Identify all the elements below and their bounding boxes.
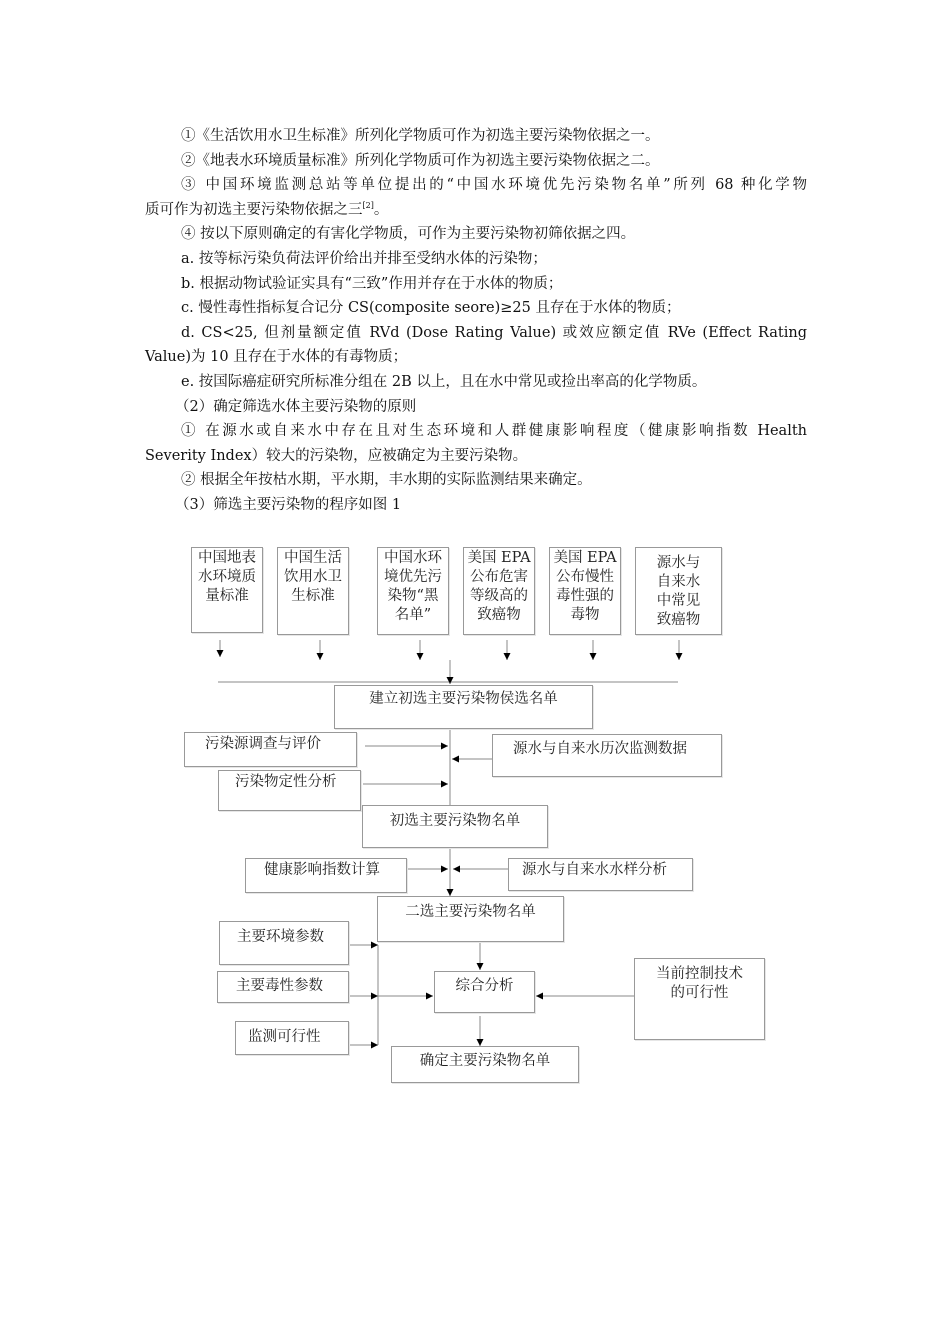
list-item-d-line2: Value)为 10 且存在于水体的有毒物质； xyxy=(145,349,408,366)
source-6-line1: 源水与 xyxy=(656,555,701,571)
source-1-line2: 水环境质 xyxy=(198,569,256,585)
source-2-line2: 饮用水卫 xyxy=(284,569,342,585)
principle-1-line1: ① 在源水或自来水中存在且对生态环境和人群健康影响程度（健康影响指数 Health xyxy=(181,423,807,440)
health-index-box: 健康影响指数计算 xyxy=(245,858,407,893)
source-1-line3: 量标准 xyxy=(205,588,249,604)
source-4-line2: 公布危害 xyxy=(470,569,528,585)
source-6-line3: 中常见 xyxy=(656,593,701,609)
source-box-epa-toxins xyxy=(549,547,621,635)
source-3-line2: 境优先污 xyxy=(384,569,442,585)
source-5-line1: 美国 EPA xyxy=(553,550,617,566)
paragraph-criterion-4: ④ 按以下原则确定的有害化学物质，可作为主要污染物初筛依据之四。 xyxy=(181,226,636,243)
toxicity-params-box: 主要毒性参数 xyxy=(217,971,349,1003)
source-box-surface-water xyxy=(191,547,263,633)
control-tech-line2: 的可行性 xyxy=(670,985,729,1001)
paragraph-criterion-1: ①《生活饮用水卫生标准》所列化学物质可作为初选主要污染物依据之一。 xyxy=(181,128,660,144)
monitoring-feasibility-box: 监测可行性 xyxy=(235,1021,349,1055)
source-5-line3: 毒性强的 xyxy=(556,588,614,604)
source-3-line1: 中国水环 xyxy=(384,550,442,566)
source-3-line3: 染物“黑 xyxy=(387,588,439,604)
source-6-line4: 致癌物 xyxy=(656,612,701,628)
secondary-list-box: 二选主要污染物名单 xyxy=(377,896,564,942)
list-item-d-line1: d. CS<25, 但剂量额定值 RVd (Dose Rating Value) 或效应额定值 RVe (Effect Rating xyxy=(181,324,807,341)
source-6-line2: 自来水 xyxy=(656,574,701,590)
source-3-line4: 名单” xyxy=(394,607,432,623)
principle-1-line2: Severity Index）较大的污染物，应被确定为主要污染物。 xyxy=(145,447,528,464)
source-4-line4: 致癌物 xyxy=(477,607,521,623)
control-tech-line1: 当前控制技术 xyxy=(656,966,743,982)
source-5-line4: 毒物 xyxy=(570,607,600,623)
list-item-e: e. 按国际癌症研究所标准分组在 2B 以上，且在水中常见或捡出率高的化学物质。 xyxy=(181,373,707,390)
paragraph-criterion-2: ②《地表水环境质量标准》所列化学物质可作为初选主要污染物依据之二。 xyxy=(181,152,660,169)
candidate-list-box: 建立初选主要污染物侯选名单 xyxy=(334,685,593,729)
paragraph-criterion-3-line1: ③ 中国环境监测总站等单位提出的“中国水环境优先污染物名单”所列 68 种化学物 xyxy=(181,177,807,194)
section-heading-2: （2）确定筛选水体主要污染物的原则 xyxy=(175,398,417,415)
source-1-line1: 中国地表 xyxy=(198,550,256,566)
list-item-b: b. 根据动物试验证实具有“三致”作用并存在于水体的物质； xyxy=(181,275,563,292)
source-box-drinking-water xyxy=(277,547,349,635)
qualitative-analysis-box: 污染物定性分析 xyxy=(218,770,361,811)
source-2-line3: 生标准 xyxy=(291,588,335,604)
env-params-box: 主要环境参数 xyxy=(219,921,349,965)
criterion-3-text: 质可作为初选主要污染物依据之三 xyxy=(145,201,363,218)
source-5-line2: 公布慢性 xyxy=(556,569,614,585)
citation-ref: [2] xyxy=(362,200,374,210)
principle-2: ② 根据全年按枯水期，平水期，丰水期的实际监测结果来确定。 xyxy=(181,472,592,489)
pollution-survey-box: 污染源调查与评价 xyxy=(184,732,357,767)
source-box-blacklist xyxy=(377,547,449,635)
control-tech-box xyxy=(634,958,765,1040)
section-heading-3: （3）筛选主要污染物的程序如图 1 xyxy=(175,496,402,513)
source-2-line1: 中国生活 xyxy=(284,550,342,566)
sample-analysis-box: 源水与自来水水样分析 xyxy=(508,858,693,891)
source-box-epa-carcinogens xyxy=(463,547,535,635)
criterion-3-end: 。 xyxy=(373,201,389,218)
source-4-line1: 美国 EPA xyxy=(467,550,531,566)
historical-monitoring-box: 源水与自来水历次监测数据 xyxy=(492,734,722,777)
comprehensive-analysis-box: 综合分析 xyxy=(434,971,535,1013)
list-item-c: c. 慢性毒性指标复合记分 CS(composite seore)≥25 且存在于水体的物质； xyxy=(181,300,681,317)
source-box-common-carcinogens xyxy=(635,547,722,635)
primary-list-box: 初选主要污染物名单 xyxy=(362,805,548,848)
source-4-line3: 等级高的 xyxy=(470,588,528,604)
list-item-a: a. 按等标污染负荷法评价给出并排至受纳水体的污染物； xyxy=(181,250,547,267)
final-list-box: 确定主要污染物名单 xyxy=(391,1046,579,1083)
